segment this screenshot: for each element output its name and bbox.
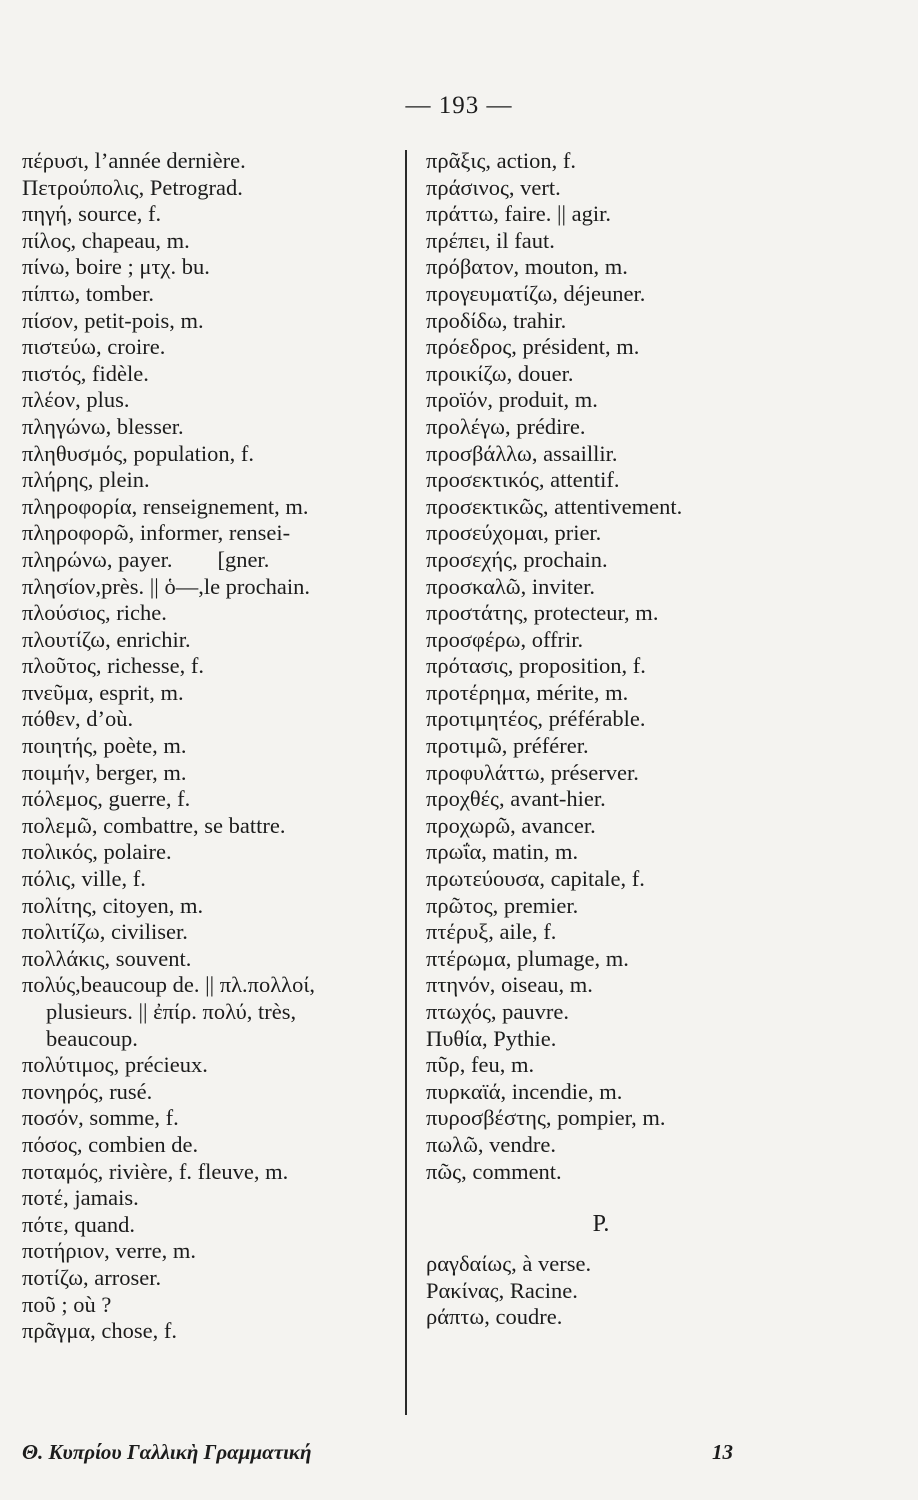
list-item: πρᾶγμα, chose, f. — [22, 1318, 178, 1344]
list-item: πληρώνω, payer. [gner. — [22, 546, 270, 572]
list-item: πλούσιος, riche. — [22, 600, 167, 626]
list-item: πιστεύω, croire. — [22, 334, 166, 360]
list-item: προσβάλλω, assaillir. — [426, 440, 618, 466]
list-item: προλέγω, prédire. — [426, 413, 586, 439]
list-item: ραγδαίως, à verse. — [426, 1251, 592, 1277]
list-item: προφυλάττω, préserver. — [426, 759, 639, 785]
list-item: προσκαλῶ, inviter. — [426, 573, 595, 599]
list-item: πίλος, chapeau, m. — [22, 227, 190, 253]
list-item: πληθυσμός, population, f. — [22, 440, 254, 466]
list-item: ποιμήν, berger, m. — [22, 759, 187, 785]
list-item: πυροσβέστης, pompier, m. — [426, 1105, 666, 1131]
list-item: πτηνόν, oiseau, m. — [426, 972, 593, 998]
list-item: ποτέ, jamais. — [22, 1185, 139, 1211]
list-item: πίνω, boire ; μτχ. bu. — [22, 254, 210, 280]
left-column — [22, 148, 397, 1345]
list-item: πολικός, polaire. — [22, 839, 172, 865]
list-item: προγευματίζω, déjeuner. — [426, 280, 646, 306]
list-item: πολλάκις, souvent. — [22, 945, 192, 971]
list-item: προσφέρω, offrir. — [426, 626, 584, 652]
list-item: Πετρούπολις, Petrograd. — [22, 174, 243, 200]
list-item: πόθεν, d’où. — [22, 706, 134, 732]
list-item: πῦρ, feu, m. — [426, 1052, 535, 1078]
list-item: προσεύχομαι, prier. — [426, 520, 602, 546]
page-number: — 193 — — [405, 92, 513, 119]
list-item: πρωτεύουσα, capitale, f. — [426, 866, 645, 892]
list-item: προχθές, avant-hier. — [426, 786, 606, 812]
list-item: πολιτίζω, civiliser. — [22, 919, 188, 945]
list-item: πότε, quand. — [22, 1211, 135, 1237]
list-item: πληγώνω, blesser. — [22, 413, 184, 439]
footer-book-title: Θ. Κυπρίου Γαλλικὴ Γραμματική — [22, 1440, 312, 1464]
list-item: προδίδω, trahir. — [426, 307, 567, 333]
list-item: πόσος, combien de. — [22, 1131, 199, 1157]
list-item: πωλῶ, vendre. — [426, 1131, 556, 1157]
list-item: προτιμῶ, préférer. — [426, 733, 589, 759]
list-item: πολίτης, citoyen, m. — [22, 892, 204, 918]
list-item: ποσόν, somme, f. — [22, 1105, 179, 1131]
list-item: ποτίζω, arroser. — [22, 1264, 162, 1290]
list-item: πλέον, plus. — [22, 387, 130, 413]
list-item: πολύτιμος, précieux. — [22, 1052, 208, 1078]
list-item: ράπτω, coudre. — [426, 1304, 563, 1330]
list-item: plusieurs. || ἐπίρ. πολύ, très, — [46, 999, 297, 1024]
list-item: πτέρωμα, plumage, m. — [426, 945, 629, 971]
right-column — [426, 148, 896, 1331]
list-item: προτέρημα, mérite, m. — [426, 679, 629, 705]
list-item: πρότασις, proposition, f. — [426, 653, 646, 679]
footer-signature-mark: 13 — [712, 1440, 733, 1464]
list-item: ποταμός, rivière, f. fleuve, m. — [22, 1158, 289, 1184]
list-item: πλησίον,près. || ὁ—,le prochain. — [22, 573, 311, 599]
list-item: πόλεμος, guerre, f. — [22, 786, 191, 812]
section-heading: P. — [592, 1211, 610, 1238]
list-item: πρωΐα, matin, m. — [426, 839, 579, 865]
list-item: πληροφορῶ, informer, rensei- — [22, 520, 291, 546]
list-item: πλουτίζω, enrichir. — [22, 626, 191, 652]
list-item: πονηρός, rusé. — [22, 1078, 153, 1104]
list-item: πρᾶξις, action, f. — [426, 148, 576, 173]
list-item: πυρκαϊά, incendie, m. — [426, 1078, 623, 1104]
list-item: beaucoup. — [46, 1025, 138, 1051]
list-item: προχωρῶ, avancer. — [426, 812, 596, 838]
list-item: πρόεδρος, président, m. — [426, 334, 640, 360]
column-divider — [405, 150, 407, 1415]
list-item: πράττω, faire. || agir. — [426, 201, 611, 227]
list-item: ποῦ ; où ? — [22, 1291, 112, 1317]
list-item: πρέπει, il faut. — [426, 227, 555, 253]
list-item: πτωχός, pauvre. — [426, 999, 569, 1024]
list-item: ποτήριον, verre, m. — [22, 1238, 196, 1264]
list-item: προσεκτικός, attentif. — [426, 467, 620, 493]
list-item: πλήρης, plein. — [22, 467, 150, 493]
list-item: πίπτω, tomber. — [22, 280, 154, 306]
list-item: πηγή, source, f. — [22, 201, 162, 227]
list-item: Ρακίνας, Racine. — [426, 1277, 578, 1303]
list-item: πνεῦμα, esprit, m. — [22, 679, 184, 705]
list-item: Πυθία, Pythie. — [426, 1025, 557, 1051]
list-item: ποιητής, poète, m. — [22, 733, 187, 759]
list-item: πῶς, comment. — [426, 1158, 562, 1184]
list-item: πόλις, ville, f. — [22, 866, 146, 892]
list-item: πράσινος, vert. — [426, 174, 561, 200]
list-item: προστάτης, protecteur, m. — [426, 600, 659, 626]
list-item: προϊόν, produit, m. — [426, 387, 598, 413]
list-item: προικίζω, douer. — [426, 360, 574, 386]
list-item: πολεμῶ, combattre, se battre. — [22, 812, 286, 838]
list-item: προτιμητέος, préférable. — [426, 706, 646, 732]
list-item: πίσον, petit-pois, m. — [22, 307, 204, 333]
list-item: προσεχής, prochain. — [426, 546, 608, 572]
list-item: πιστός, fidèle. — [22, 360, 149, 386]
list-item: πρῶτος, premier. — [426, 892, 579, 918]
list-item: πτέρυξ, aile, f. — [426, 919, 557, 945]
list-item: πλοῦτος, richesse, f. — [22, 653, 204, 679]
list-item: πληροφορία, renseignement, m. — [22, 493, 309, 519]
list-item: πολύς,beaucoup de. || πλ.πολλοί, — [22, 972, 315, 998]
list-item: πρόβατον, mouton, m. — [426, 254, 628, 280]
list-item: προσεκτικῶς, attentivement. — [426, 493, 683, 519]
list-item: πέρυσι, l’année dernière. — [22, 148, 246, 173]
